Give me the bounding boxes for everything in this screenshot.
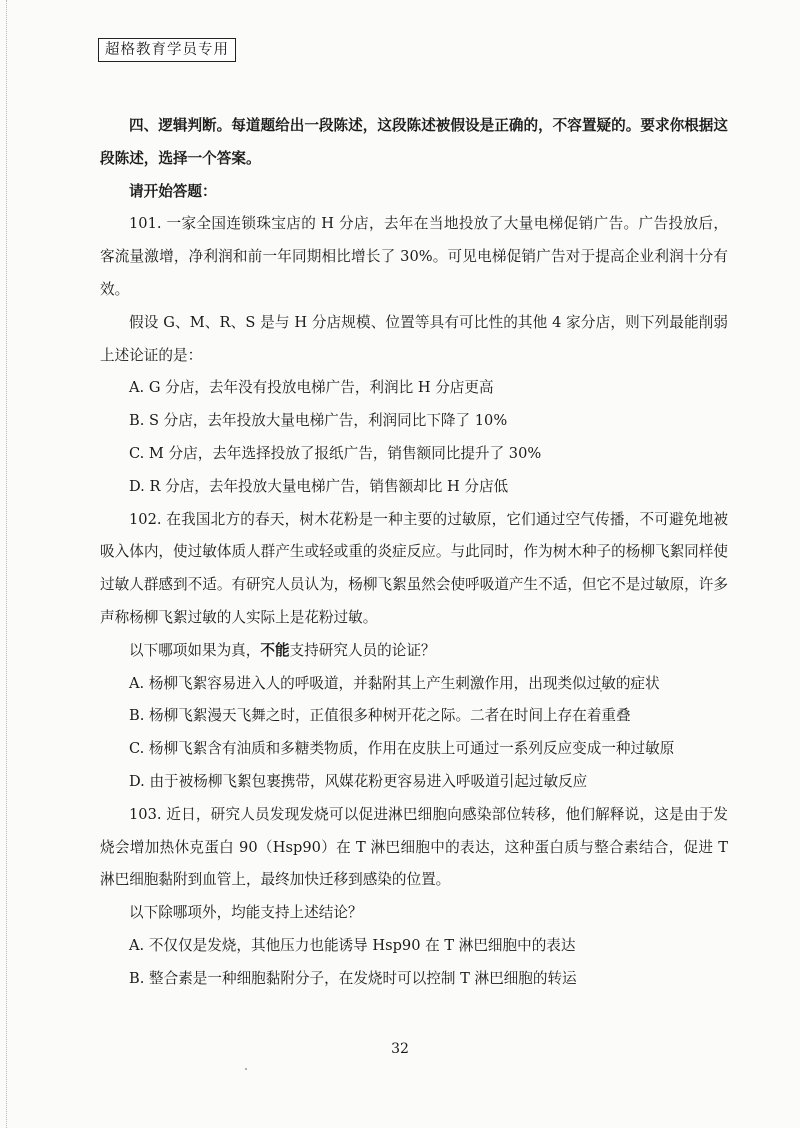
question-101-option-a: A. G 分店，去年没有投放电梯广告，利润比 H 分店更高 <box>129 379 494 397</box>
question-103-option-a: A. 不仅仅是发烧，其他压力也能诱导 Hsp90 在 T 淋巴细胞中的表达 <box>129 936 576 954</box>
prompt-post: 支持研究人员的论证？ <box>289 641 436 659</box>
question-101-option-d: D. R 分店，去年投放大量电梯广告，销售额却比 H 分店低 <box>129 477 509 495</box>
question-103-option-b: B. 整合素是一种细胞黏附分子，在发烧时可以控制 T 淋巴细胞的转运 <box>129 969 577 987</box>
question-102-prompt <box>100 635 728 668</box>
question-102-option-c: C. 杨柳飞絮含有油质和多糖类物质，作用在皮肤上可通过一系列反应变成一种过敏原 <box>129 740 675 758</box>
question-102-stem: 102. 在我国北方的春天，树木花粉是一种主要的过敏原，它们通过空气传播，不可避免地被吸入体内，使过敏体质人群产生或轻或重的炎症反应。与此同时，作为树木种子的杨柳飞絮同样使过敏人群感到不适。有研究人员认为，杨柳飞絮虽然会使呼吸道产生不适，但它不是过敏原，许多声称杨柳飞絮过敏的人实际上是花粉过敏。 <box>100 510 728 626</box>
question-101-option-b: B. S 分店，去年投放大量电梯广告，利润同比下降了 10% <box>129 412 508 430</box>
question-101-prompt: 假设 G、M、R、S 是与 H 分店规模、位置等具有可比性的其他 4 家分店，则下列最能削弱上述论证的是： <box>100 313 728 364</box>
question-101-option-c: C. M 分店，去年选择投放了报纸广告，销售额同比提升了 30% <box>129 444 542 462</box>
page-number: 32 <box>391 1041 409 1057</box>
start-instruction: 请开始答题： <box>129 182 217 200</box>
section-heading: 四、逻辑判断。每道题给出一段陈述，这段陈述被假设是正确的，不容置疑的。要求你根据这段陈述，选择一个答案。 <box>100 117 728 167</box>
question-103-stem: 103. 近日，研究人员发现发烧可以促进淋巴细胞向感染部位转移，他们解释说，这是由于发烧会增加热休克蛋白 90（Hsp90）在 T 淋巴细胞中的表达，这种蛋白质与整合素结合，促进 T 淋巴细胞黏附到血管上，最终加快迁移到感染的位置。 <box>100 805 728 889</box>
question-102-option-b: B. 杨柳飞絮漫天飞舞之时，正值很多种树开花之际。二者在时间上存在着重叠 <box>129 707 631 725</box>
question-101-stem: 101. 一家全国连锁珠宝店的 H 分店，去年在当地投放了大量电梯促销广告。广告投放后，客流量激增，净利润和前一年同期相比增长了 30%。可见电梯促销广告对于提高企业利润十分有效。 <box>100 215 728 298</box>
scan-edge <box>6 0 7 1128</box>
prompt-emphasis: 不能 <box>260 641 290 659</box>
document-body <box>100 110 728 996</box>
prompt-pre: 以下哪项如果为真， <box>129 641 261 659</box>
watermark-stamp: 超格教育学员专用 <box>98 38 236 62</box>
question-102-option-d: D. 由于被杨柳飞絮包裹携带，风媒花粉更容易进入呼吸道引起过敏反应 <box>129 772 588 790</box>
question-103-prompt: 以下除哪项外，均能支持上述结论？ <box>129 904 363 922</box>
question-102-option-a: A. 杨柳飞絮容易进入人的呼吸道，并黏附其上产生刺激作用，出现类似过敏的症状 <box>129 674 660 692</box>
scan-speck <box>245 1068 247 1070</box>
